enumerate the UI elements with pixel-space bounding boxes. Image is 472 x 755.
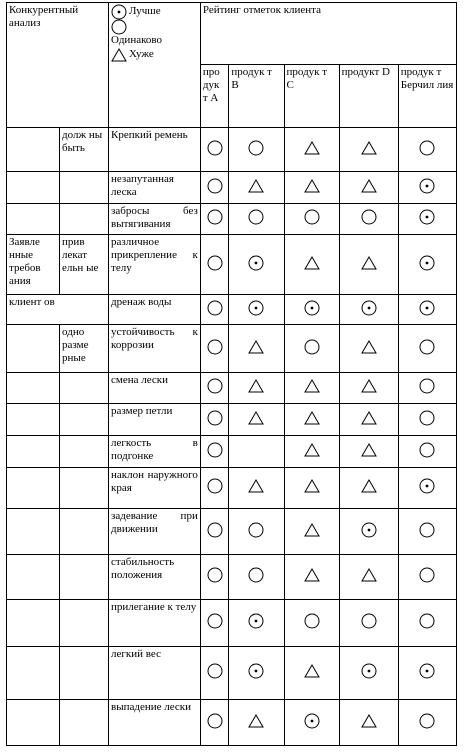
product-c-rating-cell xyxy=(284,404,339,436)
circle-icon xyxy=(419,567,435,583)
side-cell xyxy=(60,600,109,647)
circle-dot-icon xyxy=(419,209,435,225)
side-cell xyxy=(60,204,109,235)
side-cell xyxy=(60,172,109,204)
triangle-icon xyxy=(361,339,377,355)
requirement-cell: выпадение лески xyxy=(109,700,201,746)
triangle-icon xyxy=(361,178,377,194)
circle-icon xyxy=(207,567,223,583)
table-row xyxy=(7,404,457,436)
triangle-icon xyxy=(248,478,264,494)
circle-icon xyxy=(361,209,377,225)
product-d-rating-cell xyxy=(339,295,398,325)
product-a-rating-cell xyxy=(200,436,229,468)
product-b-rating-cell xyxy=(229,235,284,295)
circle-icon xyxy=(207,339,223,355)
requirement-cell: наклон наружного края xyxy=(109,468,201,509)
circle-dot-icon xyxy=(248,255,264,271)
product-c-header: продук т С xyxy=(284,65,339,128)
circle-dot-icon xyxy=(361,663,377,679)
triangle-icon xyxy=(248,410,264,426)
circle-dot-icon xyxy=(419,663,435,679)
product-c-rating-cell xyxy=(284,172,339,204)
circle-dot-icon xyxy=(419,478,435,494)
legend-worse xyxy=(111,47,198,62)
circle-icon xyxy=(419,140,435,156)
product-d-rating-cell xyxy=(339,700,398,746)
circle-icon xyxy=(361,613,377,629)
circle-icon xyxy=(207,209,223,225)
product-d-rating-cell xyxy=(339,555,398,600)
circle-dot-icon xyxy=(248,613,264,629)
product-berchillia-rating-cell xyxy=(398,325,456,373)
product-a-rating-cell xyxy=(200,172,229,204)
product-c-rating-cell xyxy=(284,325,339,373)
table-row xyxy=(7,436,457,468)
product-c-rating-cell xyxy=(284,647,339,700)
circle-icon xyxy=(304,339,320,355)
product-b-rating-cell xyxy=(229,204,284,235)
circle-icon xyxy=(207,663,223,679)
side-cell xyxy=(7,373,60,404)
product-b-rating-cell xyxy=(229,509,284,555)
product-d-rating-cell xyxy=(339,509,398,555)
product-berchillia-rating-cell xyxy=(398,600,456,647)
product-c-rating-cell xyxy=(284,600,339,647)
requirement-cell: задевание при движении xyxy=(109,509,201,555)
table-row xyxy=(7,509,457,555)
circle-icon xyxy=(207,378,223,394)
circle-icon xyxy=(207,300,223,316)
side-cell xyxy=(7,509,60,555)
legend xyxy=(109,3,201,128)
triangle-icon xyxy=(304,663,320,679)
product-b-rating-cell xyxy=(229,468,284,509)
circle-icon xyxy=(419,378,435,394)
legend-worse-icon xyxy=(111,47,127,63)
triangle-icon xyxy=(304,410,320,426)
circle-icon xyxy=(207,478,223,494)
triangle-icon xyxy=(361,410,377,426)
circle-icon xyxy=(207,178,223,194)
product-b-rating-cell xyxy=(229,404,284,436)
triangle-icon xyxy=(304,522,320,538)
table-row xyxy=(7,172,457,204)
circle-icon xyxy=(207,613,223,629)
side-cell xyxy=(7,404,60,436)
table-row xyxy=(7,128,457,172)
legend-better xyxy=(111,4,198,19)
side-label-clients: клиент ов xyxy=(7,295,109,325)
triangle-icon xyxy=(304,478,320,494)
triangle-icon xyxy=(361,713,377,729)
product-c-rating-cell xyxy=(284,509,339,555)
table-row xyxy=(7,700,457,746)
requirement-cell: легкость в подгонке xyxy=(109,436,201,468)
product-berchillia-rating-cell xyxy=(398,555,456,600)
product-berchillia-rating-cell xyxy=(398,404,456,436)
circle-icon xyxy=(207,522,223,538)
product-b-rating-cell xyxy=(229,172,284,204)
triangle-icon xyxy=(248,713,264,729)
side-cell xyxy=(60,436,109,468)
product-d-rating-cell xyxy=(339,404,398,436)
product-c-rating-cell xyxy=(284,128,339,172)
circle-icon xyxy=(248,140,264,156)
product-a-rating-cell xyxy=(200,647,229,700)
side-cell xyxy=(7,204,60,235)
triangle-icon xyxy=(248,339,264,355)
side-label-attractive: прив лекат ельн ые xyxy=(60,235,109,295)
product-c-rating-cell xyxy=(284,373,339,404)
product-d-rating-cell xyxy=(339,373,398,404)
requirement-cell: устойчивость к коррозии xyxy=(109,325,201,373)
table-row xyxy=(7,235,457,295)
product-b-rating-cell xyxy=(229,436,284,468)
circle-icon xyxy=(419,410,435,426)
requirement-cell: легкий вес xyxy=(109,647,201,700)
side-cell xyxy=(7,468,60,509)
product-c-rating-cell xyxy=(284,468,339,509)
circle-icon xyxy=(207,442,223,458)
table-row xyxy=(7,373,457,404)
triangle-icon xyxy=(304,140,320,156)
product-a-rating-cell xyxy=(200,468,229,509)
side-cell xyxy=(7,436,60,468)
requirement-cell: Крепкий ремень xyxy=(109,128,201,172)
requirement-cell: смена лески xyxy=(109,373,201,404)
product-a-rating-cell xyxy=(200,509,229,555)
product-d-rating-cell xyxy=(339,600,398,647)
product-a-rating-cell xyxy=(200,555,229,600)
product-d-rating-cell xyxy=(339,204,398,235)
product-c-rating-cell xyxy=(284,204,339,235)
circle-icon xyxy=(419,339,435,355)
side-label-must-be: долж ны быть xyxy=(60,128,109,172)
product-berchillia-rating-cell xyxy=(398,436,456,468)
product-d-header: продукт D xyxy=(339,65,398,128)
circle-icon xyxy=(419,713,435,729)
table-row xyxy=(7,555,457,600)
product-b-rating-cell xyxy=(229,700,284,746)
table-row xyxy=(7,468,457,509)
product-a-rating-cell xyxy=(200,600,229,647)
side-cell xyxy=(7,700,60,746)
circle-icon xyxy=(207,140,223,156)
circle-icon xyxy=(207,410,223,426)
triangle-icon xyxy=(304,178,320,194)
requirement-cell: размер петли xyxy=(109,404,201,436)
circle-icon xyxy=(248,209,264,225)
product-c-rating-cell xyxy=(284,436,339,468)
side-cell xyxy=(7,172,60,204)
product-a-rating-cell xyxy=(200,700,229,746)
product-d-rating-cell xyxy=(339,235,398,295)
product-a-rating-cell xyxy=(200,128,229,172)
product-berchillia-rating-cell xyxy=(398,295,456,325)
side-cell xyxy=(60,509,109,555)
requirement-cell: различное прикрепление к телу xyxy=(109,235,201,295)
product-berchillia-rating-cell xyxy=(398,647,456,700)
side-label-one-dim: одно разме рные xyxy=(60,325,109,373)
circle-dot-icon xyxy=(248,663,264,679)
legend-same-icon xyxy=(111,19,127,35)
product-c-rating-cell xyxy=(284,700,339,746)
product-berchillia-rating-cell xyxy=(398,204,456,235)
product-c-rating-cell xyxy=(284,295,339,325)
side-cell xyxy=(60,555,109,600)
side-cell xyxy=(7,555,60,600)
circle-dot-icon xyxy=(361,522,377,538)
product-d-rating-cell xyxy=(339,647,398,700)
product-b-rating-cell xyxy=(229,295,284,325)
triangle-icon xyxy=(248,378,264,394)
product-berchillia-header: продук т Берчил лия xyxy=(398,65,456,128)
product-a-rating-cell xyxy=(200,204,229,235)
product-a-rating-cell xyxy=(200,373,229,404)
product-d-rating-cell xyxy=(339,172,398,204)
header-rating: Рейтинг отметок клиента xyxy=(200,3,456,65)
circle-dot-icon xyxy=(304,713,320,729)
side-cell xyxy=(60,700,109,746)
side-cell xyxy=(60,647,109,700)
table-row xyxy=(7,325,457,373)
requirement-cell: незапутанная леска xyxy=(109,172,201,204)
side-cell xyxy=(7,647,60,700)
table-row xyxy=(7,295,457,325)
circle-dot-icon xyxy=(419,300,435,316)
product-b-rating-cell xyxy=(229,555,284,600)
circle-dot-icon xyxy=(304,300,320,316)
side-cell xyxy=(7,128,60,172)
triangle-icon xyxy=(361,567,377,583)
product-b-rating-cell xyxy=(229,600,284,647)
product-b-header: продук т В xyxy=(229,65,284,128)
table-row xyxy=(7,647,457,700)
circle-dot-icon xyxy=(419,255,435,271)
product-b-rating-cell xyxy=(229,647,284,700)
requirement-cell: забросы без вытягивания xyxy=(109,204,201,235)
side-cell xyxy=(7,600,60,647)
table-row xyxy=(7,204,457,235)
legend-better-label: Лучше xyxy=(129,5,161,17)
triangle-icon xyxy=(304,255,320,271)
product-b-rating-cell xyxy=(229,325,284,373)
competitive-analysis-table xyxy=(6,2,457,746)
triangle-icon xyxy=(361,140,377,156)
product-d-rating-cell xyxy=(339,325,398,373)
requirement-cell: дренаж воды xyxy=(109,295,201,325)
table-row xyxy=(7,600,457,647)
product-berchillia-rating-cell xyxy=(398,373,456,404)
product-d-rating-cell xyxy=(339,468,398,509)
circle-icon xyxy=(419,522,435,538)
product-berchillia-rating-cell xyxy=(398,128,456,172)
requirement-cell: стабильность положения xyxy=(109,555,201,600)
circle-icon xyxy=(304,209,320,225)
circle-dot-icon xyxy=(419,178,435,194)
legend-same-icon-line xyxy=(111,19,198,34)
product-c-rating-cell xyxy=(284,235,339,295)
product-c-rating-cell xyxy=(284,555,339,600)
circle-dot-icon xyxy=(248,300,264,316)
circle-icon xyxy=(419,613,435,629)
product-berchillia-rating-cell xyxy=(398,700,456,746)
legend-same-label: Одинаково xyxy=(111,34,162,46)
triangle-icon xyxy=(361,255,377,271)
triangle-icon xyxy=(304,378,320,394)
header-competitive-analysis: Конкурентный анализ xyxy=(7,3,109,128)
side-label-claimed: Заявле нные требов ания xyxy=(7,235,60,295)
triangle-icon xyxy=(361,442,377,458)
circle-icon xyxy=(248,522,264,538)
circle-icon xyxy=(304,613,320,629)
product-berchillia-rating-cell xyxy=(398,172,456,204)
triangle-icon xyxy=(304,567,320,583)
triangle-icon xyxy=(361,478,377,494)
legend-worse-label: Хуже xyxy=(129,48,154,60)
circle-icon xyxy=(207,713,223,729)
circle-icon xyxy=(248,567,264,583)
product-d-rating-cell xyxy=(339,436,398,468)
product-a-rating-cell xyxy=(200,404,229,436)
product-a-header: про дук т А xyxy=(200,65,229,128)
product-berchillia-rating-cell xyxy=(398,509,456,555)
product-a-rating-cell xyxy=(200,325,229,373)
product-berchillia-rating-cell xyxy=(398,235,456,295)
product-b-rating-cell xyxy=(229,373,284,404)
requirement-cell: прилегание к телу xyxy=(109,600,201,647)
product-a-rating-cell xyxy=(200,295,229,325)
triangle-icon xyxy=(248,178,264,194)
legend-better-icon xyxy=(111,4,127,20)
product-a-rating-cell xyxy=(200,235,229,295)
side-cell xyxy=(60,373,109,404)
circle-icon xyxy=(207,255,223,271)
product-b-rating-cell xyxy=(229,128,284,172)
product-berchillia-rating-cell xyxy=(398,468,456,509)
circle-icon xyxy=(419,442,435,458)
circle-dot-icon xyxy=(361,300,377,316)
product-d-rating-cell xyxy=(339,128,398,172)
triangle-icon xyxy=(361,378,377,394)
side-cell xyxy=(60,468,109,509)
side-cell xyxy=(60,404,109,436)
triangle-icon xyxy=(304,442,320,458)
side-cell xyxy=(7,325,60,373)
